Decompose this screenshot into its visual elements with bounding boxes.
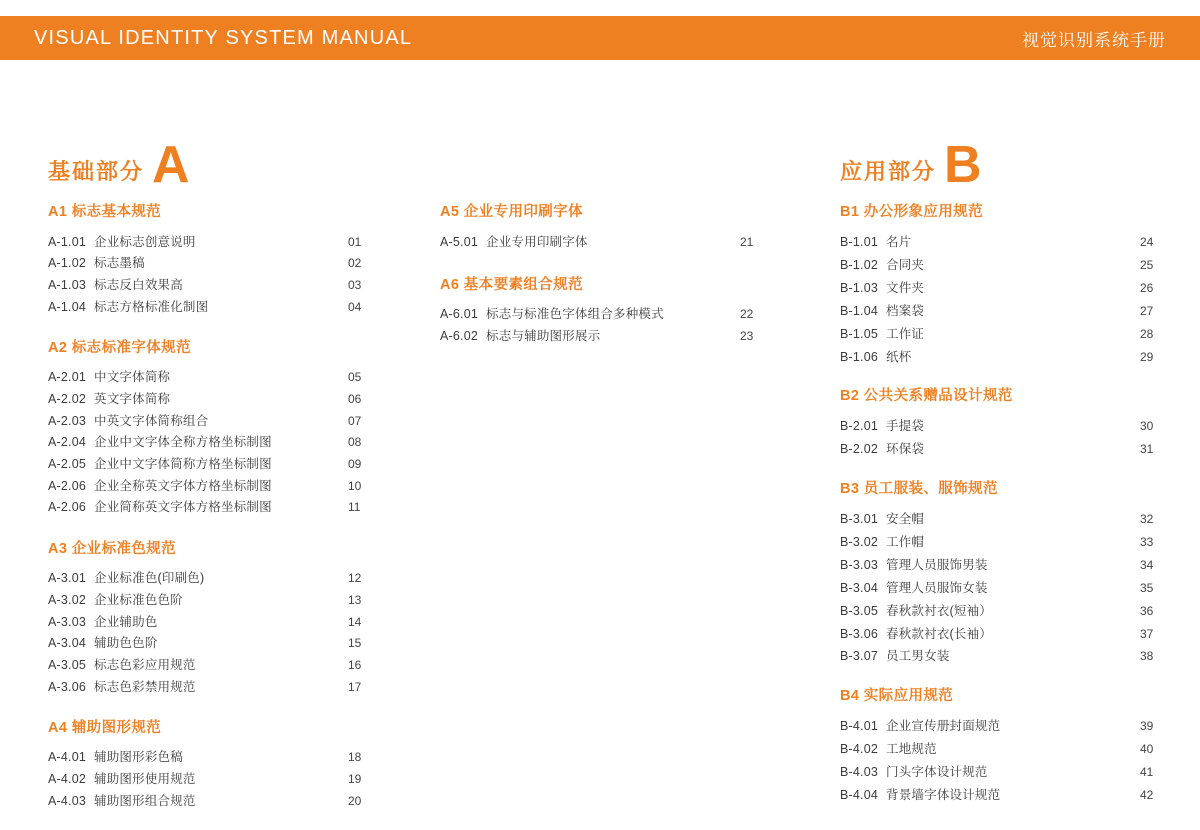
toc-entry-text [48, 681, 338, 694]
toc-entry-code: A-3.01 [48, 571, 87, 586]
toc-entry-label: 环保袋 [886, 442, 925, 457]
toc-entry-page: 13 [348, 592, 362, 607]
toc-group-title: B4 实际应用规范 [840, 688, 954, 705]
toc-entry-label: 辅助图形彩色稿 [94, 750, 183, 765]
toc-entry-page: 20 [348, 793, 362, 808]
toc-entry[interactable] [840, 277, 1160, 300]
toc-entry[interactable] [440, 304, 760, 326]
toc-group-title: A4 辅助图形规范 [48, 719, 162, 736]
toc-entry[interactable] [48, 611, 368, 633]
toc-entry-text [840, 789, 1130, 802]
toc-entry-page: 26 [1140, 280, 1154, 295]
toc-entry-code: B-3.07 [840, 649, 879, 664]
toc-entry-label: 标志与标准色字体组合多种模式 [486, 307, 664, 322]
toc-entry-label: 员工男女装 [886, 649, 950, 664]
toc-entry-text [840, 536, 1130, 549]
toc-entry-text [840, 582, 1130, 595]
toc-entry-page: 18 [348, 750, 362, 765]
toc-entry-label: 春秋款衬衣(短袖） [886, 603, 992, 618]
toc-group-title: A6 基本要素组合规范 [440, 276, 583, 293]
toc-entry-label: 工地规范 [886, 742, 937, 757]
toc-entry-code: B-1.04 [840, 303, 879, 318]
toc-entry[interactable] [48, 231, 368, 253]
toc-entry[interactable] [48, 747, 368, 769]
toc-entry-label: 企业标准色(印刷色) [94, 571, 205, 586]
toc-entry-label: 管理人员服饰女装 [886, 580, 988, 595]
part-heading-b [840, 136, 982, 194]
toc-entry-page: 01 [348, 234, 362, 249]
toc-entry-page: 40 [1140, 742, 1154, 757]
toc-entry[interactable] [840, 508, 1160, 531]
toc-entry[interactable] [840, 715, 1160, 738]
toc-entry-code: A-3.02 [48, 592, 87, 607]
toc-entry-code: B-2.01 [840, 419, 879, 434]
part-b-letter: B [944, 136, 982, 194]
toc-entry-text [48, 458, 338, 471]
toc-entry-text [840, 236, 1130, 249]
toc-entry-page: 04 [348, 299, 362, 314]
toc-entry[interactable] [48, 253, 368, 275]
toc-entry[interactable] [840, 577, 1160, 600]
toc-entry-code: A-1.03 [48, 277, 87, 292]
toc-entry[interactable] [48, 654, 368, 676]
toc-entry-code: B-1.06 [840, 349, 879, 364]
toc-entry-text [48, 751, 338, 764]
toc-entry-page: 37 [1140, 626, 1154, 641]
toc-entry[interactable] [840, 622, 1160, 645]
toc-entry-label: 企业辅助色 [94, 614, 158, 629]
toc-entry-code: A-6.01 [440, 307, 479, 322]
toc-entry-text [840, 766, 1130, 779]
toc-entry-page: 34 [1140, 557, 1154, 572]
toc-entry-label: 企业中文字体简称方格坐标制图 [94, 457, 272, 472]
toc-entry-code: A-3.05 [48, 657, 87, 672]
toc-entry-text [840, 720, 1130, 733]
toc-entry-label: 纸杯 [886, 349, 912, 364]
toc-entry-page: 05 [348, 370, 362, 385]
toc-entry-code: B-3.06 [840, 626, 879, 641]
toc-entry-text [840, 351, 1130, 364]
toc-entry[interactable] [48, 568, 368, 590]
toc-entry-page: 24 [1140, 235, 1154, 250]
toc-entry-page: 21 [740, 234, 754, 249]
part-b-label: 应用部分 [840, 158, 937, 184]
toc-entry-code: A-3.04 [48, 636, 87, 651]
toc-entry-text [840, 305, 1130, 318]
toc-entry-code: B-3.02 [840, 535, 879, 550]
toc-entry-page: 10 [348, 478, 362, 493]
toc-entry[interactable] [48, 676, 368, 698]
toc-entry[interactable] [48, 274, 368, 296]
toc-entry[interactable] [840, 761, 1160, 784]
toc-entry[interactable] [48, 475, 368, 497]
toc-entry-code: A-2.06 [48, 478, 87, 493]
toc-entry-label: 辅助色色阶 [94, 636, 158, 651]
toc-entry-label: 企业宣传册封面规范 [886, 719, 1001, 734]
toc-group [440, 273, 760, 347]
toc-entry-text [840, 328, 1130, 341]
part-a-letter: A [152, 136, 190, 194]
toc-entry-label: 工作证 [886, 326, 925, 341]
toc-entry-page: 14 [348, 614, 362, 629]
toc-entry-page: 03 [348, 277, 362, 292]
toc-entry-page: 32 [1140, 512, 1154, 527]
toc-entry-text [840, 605, 1130, 618]
toc-entry-text [48, 795, 338, 808]
toc-entry-text [840, 743, 1130, 756]
toc-entry-code: B-3.05 [840, 603, 879, 618]
toc-entry-text [840, 650, 1130, 663]
toc-entry-text [48, 501, 338, 514]
toc-entry[interactable] [840, 645, 1160, 668]
toc-entry[interactable] [840, 300, 1160, 323]
toc-entry[interactable] [840, 323, 1160, 346]
toc-entry-code: A-4.02 [48, 771, 87, 786]
toc-entry-label: 中文字体简称 [94, 370, 171, 385]
toc-group-title: A2 标志标准字体规范 [48, 339, 191, 356]
toc-entry-code: B-1.01 [840, 235, 879, 250]
toc-entry-text [48, 371, 338, 384]
toc-column-middle [440, 200, 760, 367]
toc-group-title: B3 员工服装、服饰规范 [840, 481, 998, 497]
toc-entry-code: A-2.06 [48, 500, 87, 515]
toc-entry-code: B-1.03 [840, 280, 879, 295]
toc-group [440, 200, 760, 253]
toc-entry-text [48, 637, 338, 650]
toc-entry[interactable] [840, 415, 1160, 438]
toc-entry-label: 工作帽 [886, 535, 925, 550]
toc-entry-page: 36 [1140, 603, 1154, 618]
toc-entry-code: B-1.05 [840, 326, 879, 341]
toc-entry-label: 门头字体设计规范 [886, 765, 988, 780]
toc-entry[interactable] [840, 438, 1160, 461]
toc-entry-page: 33 [1140, 535, 1154, 550]
toc-entry-label: 背景墙字体设计规范 [886, 787, 1001, 802]
toc-entry-page: 17 [348, 679, 362, 694]
toc-entry-text [840, 559, 1130, 572]
toc-entry-label: 合同夹 [886, 258, 925, 273]
toc-entry-label: 手提袋 [886, 419, 925, 434]
toc-entry-code: A-2.03 [48, 413, 87, 428]
toc-entry[interactable] [48, 790, 368, 812]
toc-entry-label: 档案袋 [886, 303, 925, 318]
toc-entry[interactable] [48, 432, 368, 454]
toc-entry-label: 标志方格标准化制图 [94, 299, 209, 314]
toc-entry-text [48, 616, 338, 629]
toc-entry[interactable] [840, 554, 1160, 577]
toc-entry-label: 中英文字体简称组合 [94, 413, 209, 428]
toc-entry-text [48, 279, 338, 292]
toc-entry-code: A-3.06 [48, 679, 87, 694]
toc-entry[interactable] [840, 231, 1160, 254]
toc-entry-text [840, 420, 1130, 433]
toc-entry-page: 16 [348, 657, 362, 672]
toc-entry-page: 12 [348, 571, 362, 586]
toc-entry-text [48, 393, 338, 406]
toc-entry-page: 25 [1140, 258, 1154, 273]
toc-group [840, 684, 1160, 807]
toc-entry-label: 名片 [886, 235, 912, 250]
toc-group [48, 716, 368, 812]
toc-entry-label: 企业标准色色阶 [94, 592, 183, 607]
toc-entry[interactable] [48, 768, 368, 790]
part-heading-a [48, 136, 190, 194]
toc-entry-page: 27 [1140, 303, 1154, 318]
toc-entry-text [840, 443, 1130, 456]
toc-entry[interactable] [48, 367, 368, 389]
toc-entry-text [48, 659, 338, 672]
toc-entry-code: B-3.04 [840, 580, 879, 595]
toc-entry-label: 企业专用印刷字体 [486, 234, 588, 249]
toc-entry[interactable] [48, 454, 368, 476]
toc-entry-label: 辅助图形使用规范 [94, 771, 196, 786]
toc-group [840, 200, 1160, 368]
toc-entry-label: 春秋款衬衣(长袖） [886, 626, 992, 641]
toc-entry-page: 09 [348, 457, 362, 472]
toc-entry-page: 42 [1140, 787, 1154, 802]
toc-entry-code: B-1.02 [840, 258, 879, 273]
toc-entry-text [48, 572, 338, 585]
toc-entry-code: B-4.02 [840, 742, 879, 757]
toc-entry[interactable] [840, 784, 1160, 807]
toc-entry[interactable] [48, 388, 368, 410]
toc-entry-page: 02 [348, 256, 362, 271]
toc-entry-label: 企业标志创意说明 [94, 234, 196, 249]
toc-entry-label: 标志色彩应用规范 [94, 657, 196, 672]
toc-entry-code: A-2.01 [48, 370, 87, 385]
toc-entry-label: 标志与辅助图形展示 [486, 328, 601, 343]
toc-entry-page: 39 [1140, 719, 1154, 734]
toc-entry-label: 标志墨稿 [94, 256, 145, 271]
toc-entry-text [48, 594, 338, 607]
toc-entry-code: B-3.01 [840, 512, 879, 527]
toc-entry-code: A-2.05 [48, 457, 87, 472]
toc-column-left [48, 200, 368, 830]
toc-entry-page: 08 [348, 435, 362, 450]
toc-entry-code: B-4.01 [840, 719, 879, 734]
toc-entry-text [48, 480, 338, 493]
toc-entry-code: A-4.03 [48, 793, 87, 808]
toc-entry-text [840, 282, 1130, 295]
toc-entry-page: 30 [1140, 419, 1154, 434]
toc-entry-text [48, 773, 338, 786]
toc-entry-label: 企业简称英文字体方格坐标制图 [94, 500, 272, 515]
toc-entry-code: A-3.03 [48, 614, 87, 629]
toc-entry-text [440, 308, 730, 321]
toc-group [840, 477, 1160, 668]
toc-entry-label: 文件夹 [886, 280, 925, 295]
toc-entry-code: A-6.02 [440, 328, 479, 343]
toc-entry-page: 41 [1140, 765, 1154, 780]
toc-entry-code: A-1.01 [48, 234, 87, 249]
toc-entry[interactable] [48, 296, 368, 318]
toc-entry[interactable] [840, 531, 1160, 554]
toc-entry[interactable] [48, 410, 368, 432]
toc-entry-page: 31 [1140, 442, 1154, 457]
page-header-bar [0, 16, 1200, 60]
toc-content [0, 60, 1200, 808]
toc-entry-code: A-5.01 [440, 234, 479, 249]
toc-entry-page: 29 [1140, 349, 1154, 364]
toc-group-title: B2 公共关系赠品设计规范 [840, 388, 1013, 405]
toc-entry-page: 23 [740, 328, 754, 343]
toc-entry-page: 06 [348, 392, 362, 407]
toc-entry-code: A-2.04 [48, 435, 87, 450]
toc-entry-text [840, 628, 1130, 641]
part-a-label: 基础部分 [48, 158, 145, 184]
toc-entry[interactable] [48, 497, 368, 519]
toc-entry-page: 35 [1140, 580, 1154, 595]
toc-entry-text [48, 257, 338, 270]
toc-entry-code: A-1.02 [48, 256, 87, 271]
toc-entry-label: 标志色彩禁用规范 [94, 679, 196, 694]
toc-entry-text [440, 236, 730, 249]
toc-entry-code: B-4.04 [840, 787, 879, 802]
toc-entry-code: A-1.04 [48, 299, 87, 314]
toc-entry[interactable] [48, 589, 368, 611]
toc-entry-page: 07 [348, 413, 362, 428]
toc-entry-page: 38 [1140, 649, 1154, 664]
toc-entry-label: 标志反白效果高 [94, 277, 183, 292]
toc-entry-text [840, 259, 1130, 272]
toc-entry-code: A-2.02 [48, 392, 87, 407]
toc-entry-text [840, 513, 1130, 526]
toc-group [840, 384, 1160, 461]
toc-entry-page: 19 [348, 771, 362, 786]
toc-entry-code: B-4.03 [840, 765, 879, 780]
header-title-en: VISUAL IDENTITY SYSTEM MANUAL [34, 26, 413, 49]
toc-entry-text [48, 301, 338, 314]
toc-entry-label: 企业中文字体全称方格坐标制图 [94, 435, 272, 450]
toc-group-title: B1 办公形象应用规范 [840, 204, 983, 220]
toc-group-title: A3 企业标准色规范 [48, 540, 177, 557]
toc-entry-page: 11 [348, 500, 361, 515]
toc-group [48, 336, 368, 519]
header-title-cn: 视觉识别系统手册 [1022, 30, 1166, 50]
toc-entry[interactable] [840, 738, 1160, 761]
toc-entry[interactable] [440, 231, 760, 253]
toc-entry[interactable] [840, 600, 1160, 623]
toc-entry-text [48, 436, 338, 449]
toc-entry[interactable] [440, 325, 760, 347]
toc-group-title: A5 企业专用印刷字体 [440, 204, 583, 220]
toc-group-title: A1 标志基本规范 [48, 204, 162, 220]
toc-entry-page: 28 [1140, 326, 1154, 341]
toc-entry-label: 管理人员服饰男装 [886, 557, 988, 572]
toc-entry-label: 企业全称英文字体方格坐标制图 [94, 478, 272, 493]
toc-column-right [840, 200, 1160, 823]
toc-group [48, 200, 368, 318]
toc-entry[interactable] [840, 345, 1160, 368]
toc-entry[interactable] [840, 254, 1160, 277]
toc-entry-code: A-4.01 [48, 750, 87, 765]
toc-group [48, 537, 368, 698]
toc-entry-page: 22 [740, 307, 754, 322]
toc-entry-code: B-3.03 [840, 557, 879, 572]
toc-entry-text [48, 415, 338, 428]
toc-entry-text [440, 330, 730, 343]
toc-entry-label: 英文字体简称 [94, 392, 171, 407]
toc-entry[interactable] [48, 633, 368, 655]
toc-entry-code: B-2.02 [840, 442, 879, 457]
toc-entry-label: 辅助图形组合规范 [94, 793, 196, 808]
toc-entry-label: 安全帽 [886, 512, 925, 527]
toc-entry-text [48, 236, 338, 249]
toc-entry-page: 15 [348, 636, 362, 651]
